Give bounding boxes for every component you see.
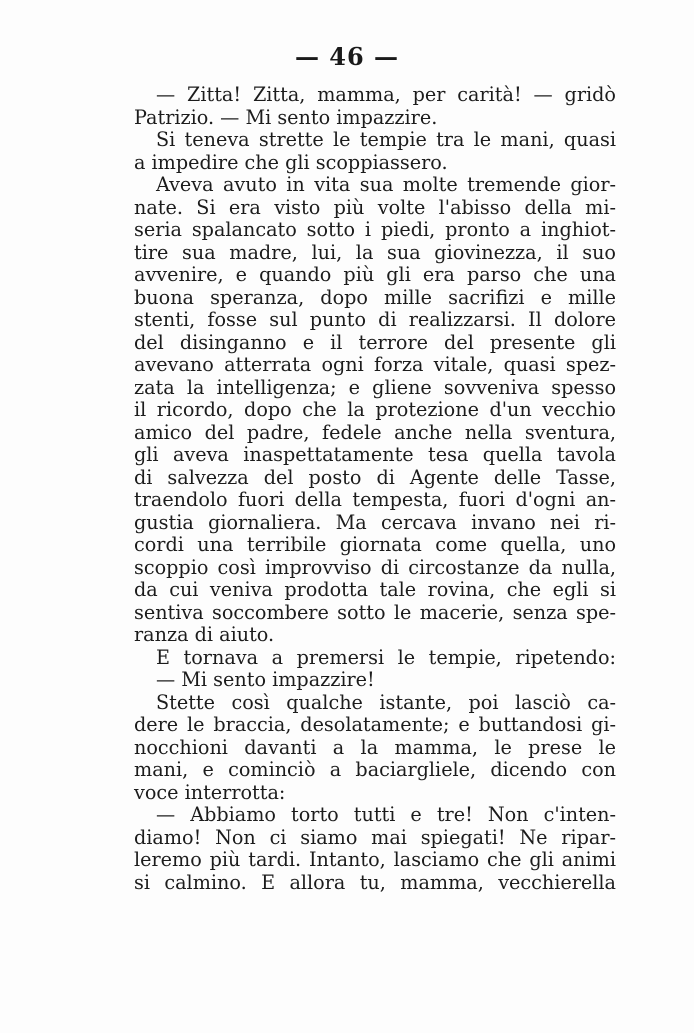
text-line: amico del padre, fedele anche nella sventura, [134,420,616,444]
text-line: dere le braccia, desolatamente; e buttandosi gi- [134,713,616,736]
text-line: sentiva soccombere sotto le macerie, senza spe- [134,600,616,624]
text-line: seria spalancato sotto i piedi, pronto a inghiot- [134,218,616,241]
text-line: zata la intelligenza; e gliene sovveniva spesso [134,375,616,399]
text-line: cordi una terribile giornata come quella, uno [134,533,616,556]
text-line: scoppio così improvviso di circostanze da nulla, [134,555,616,579]
text-line: buona speranza, dopo mille sacrifizi e mille [134,285,616,309]
text-line: — Zitta! Zitta, mamma, per carità! — gridò [156,83,616,106]
text-line: Si teneva strette le tempie tra le mani, quasi [156,128,616,151]
text-line: nocchioni davanti a la mamma, le prese le [134,735,616,759]
text-line: gli aveva inaspettatamente tesa quella tavola [134,443,616,466]
text-line: voce interrotta: [134,780,286,804]
text-line: del disinganno e il terrore del presente gli [134,330,616,354]
body-text [134,84,616,894]
text-line: gustia giornaliera. Ma cercava invano nei ri- [134,510,616,534]
text-line: Aveva avuto in vita sua molte tremende gior- [156,173,616,196]
text-line: traendolo fuori della tempesta, fuori d'ogni an- [134,488,616,511]
page-number: — 46 — [294,42,400,71]
text-line: — Mi sento impazzire! [156,668,375,691]
text-line: si calmino. E allora tu, mamma, vecchierella [134,870,616,894]
text-line: ranza di aiuto. [134,623,275,646]
text-line: avvenire, e quando più gli era parso che una [134,263,616,286]
text-line: a impedire che gli scoppiassero. [134,150,448,174]
text-line: avevano atterrata ogni forza vitale, quasi spez- [134,353,616,376]
text-line: diamo! Non ci siamo mai spiegati! Ne ripar- [134,825,616,849]
text-line: stenti, fosse sul punto di realizzarsi. Il dolore [134,308,616,331]
text-line: Patrizio. — Mi sento impazzire. [134,105,438,129]
text-line: nate. Si era visto più volte l'abisso della mi- [134,195,616,219]
text-line: da cui veniva prodotta tale rovina, che egli si [134,578,616,601]
text-line: tire sua madre, lui, la sua giovinezza, il suo [134,240,616,264]
text-line: — Abbiamo torto tutti e tre! Non c'inten- [156,803,616,826]
text-line: il ricordo, dopo che la protezione d'un vecchio [134,398,616,421]
text-line: E tornava a premersi le tempie, ripetendo: [156,645,616,669]
text-line: leremo più tardi. Intanto, lasciamo che gli animi [134,848,616,871]
text-line: di salvezza del posto di Agente delle Tasse, [134,465,616,489]
text-line: Stette così qualche istante, poi lasciò ca- [156,690,616,714]
text-line: mani, e cominciò a baciargliele, dicendo con [134,758,616,781]
